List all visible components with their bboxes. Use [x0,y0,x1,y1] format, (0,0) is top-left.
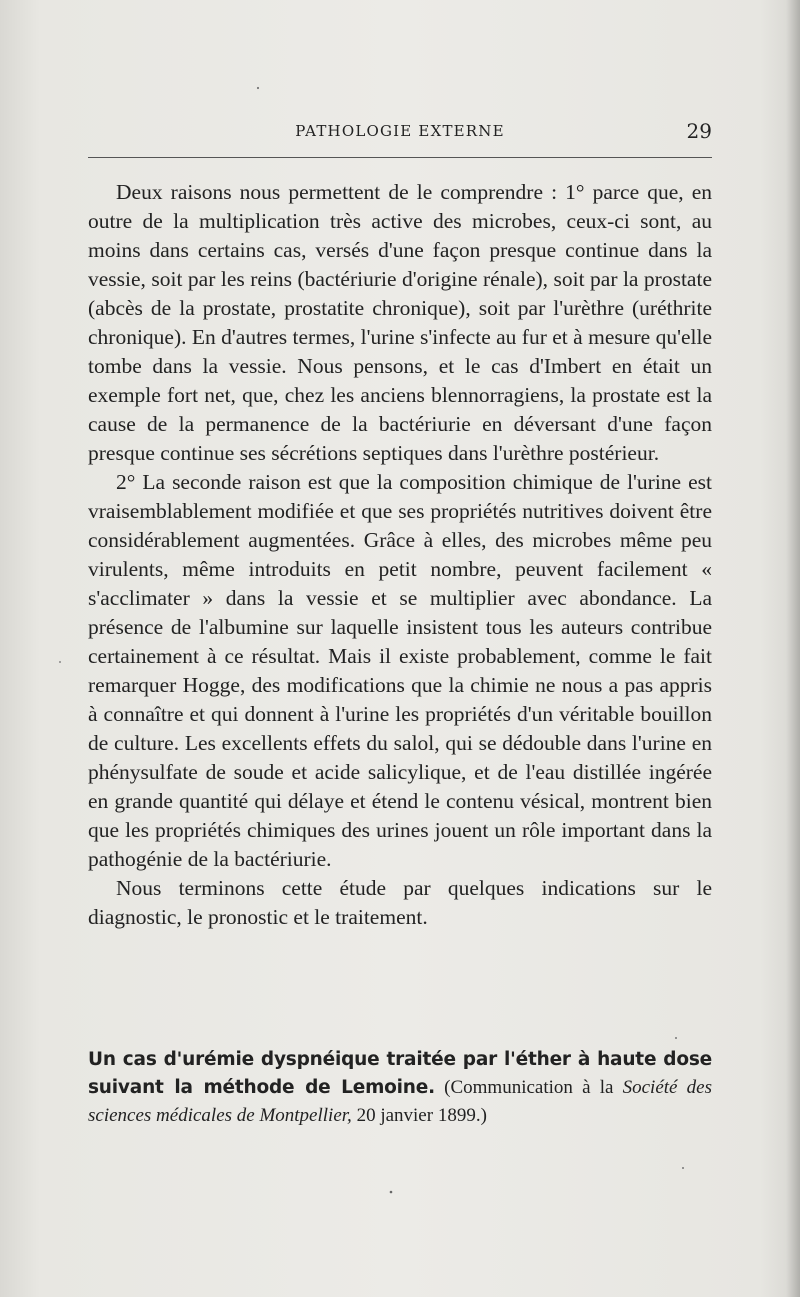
publication-note-prefix: (Communication à la [444,1077,614,1098]
paper-speck [675,1037,677,1039]
paper-speck [257,87,259,89]
publication-date: 20 janvier 1899.) [356,1105,487,1126]
publication-title: Un cas d'urémie dyspnéique traitée par l'éther à haute dose suivant la méthode de Lemoine. [88,1049,712,1098]
paper-speck [682,1167,684,1169]
page-number: 29 [686,119,712,143]
paper-speck [59,661,61,663]
paper-speck [390,1191,393,1194]
paragraph-reasons: Deux raisons nous permettent de le comprendre : 1° parce que, en outre de la multiplication très active des microbes, ceux-ci sont, au moins dans certains cas, versés d'une façon presque continue dans la vessie, soit par les reins (bactériurie d'origine rénale), soit par la prostate (abcès de la prostate, prostatite chronique), soit par l'urèthre (uréthrite chronique). En d'autres termes, l'urine s'infecte au fur et à mesure qu'elle tombe dans la vessie. Nous pensons, et le cas d'Imbert en était un exemple fort net, que, chez les anciens blennorragiens, la prostate est la cause de la permanence de la bactériurie en déversant d'une façon presque continue ses sécrétions septiques dans l'urèthre postérieur. [88,180,712,465]
publication-society: Société des sciences médicales de Montpellier, [88,1077,712,1126]
running-title: PATHOLOGIE EXTERNE [295,122,505,140]
paragraph-conclusion: Nous terminons cette étude par quelques indications sur le diagnostic, le pronostic et le traitement. [88,876,712,929]
paragraph-second-reason: 2° La seconde raison est que la composition chimique de l'urine est vraisemblablement modifiée et que ses propriétés nutritives doivent être considérablement augmentées. Grâce à elles, des microbes même peu virulents, même introduits en petit nombre, peuvent facilement « s'acclimater » dans la vessie et se multiplier avec abondance. La présence de l'albumine sur laquelle insistent tous les auteurs contribue certainement à ce résultat. Mais il existe probablement, comme le fait remarquer Hogge, des modifications que la chimie ne nous a pas appris à connaître et qui donnent à l'urine les propriétés d'un véritable bouillon de culture. Les excellents effets du salol, qui se dédouble dans l'urine en phénysulfate de soude et acide salicylique, et de l'eau distillée ingérée en grande quantité qui délaye et étend le contenu vésical, montrent bien que les propriétés chimiques des urines jouent un rôle important dans la pathogénie de la bactériurie. [88,470,712,871]
